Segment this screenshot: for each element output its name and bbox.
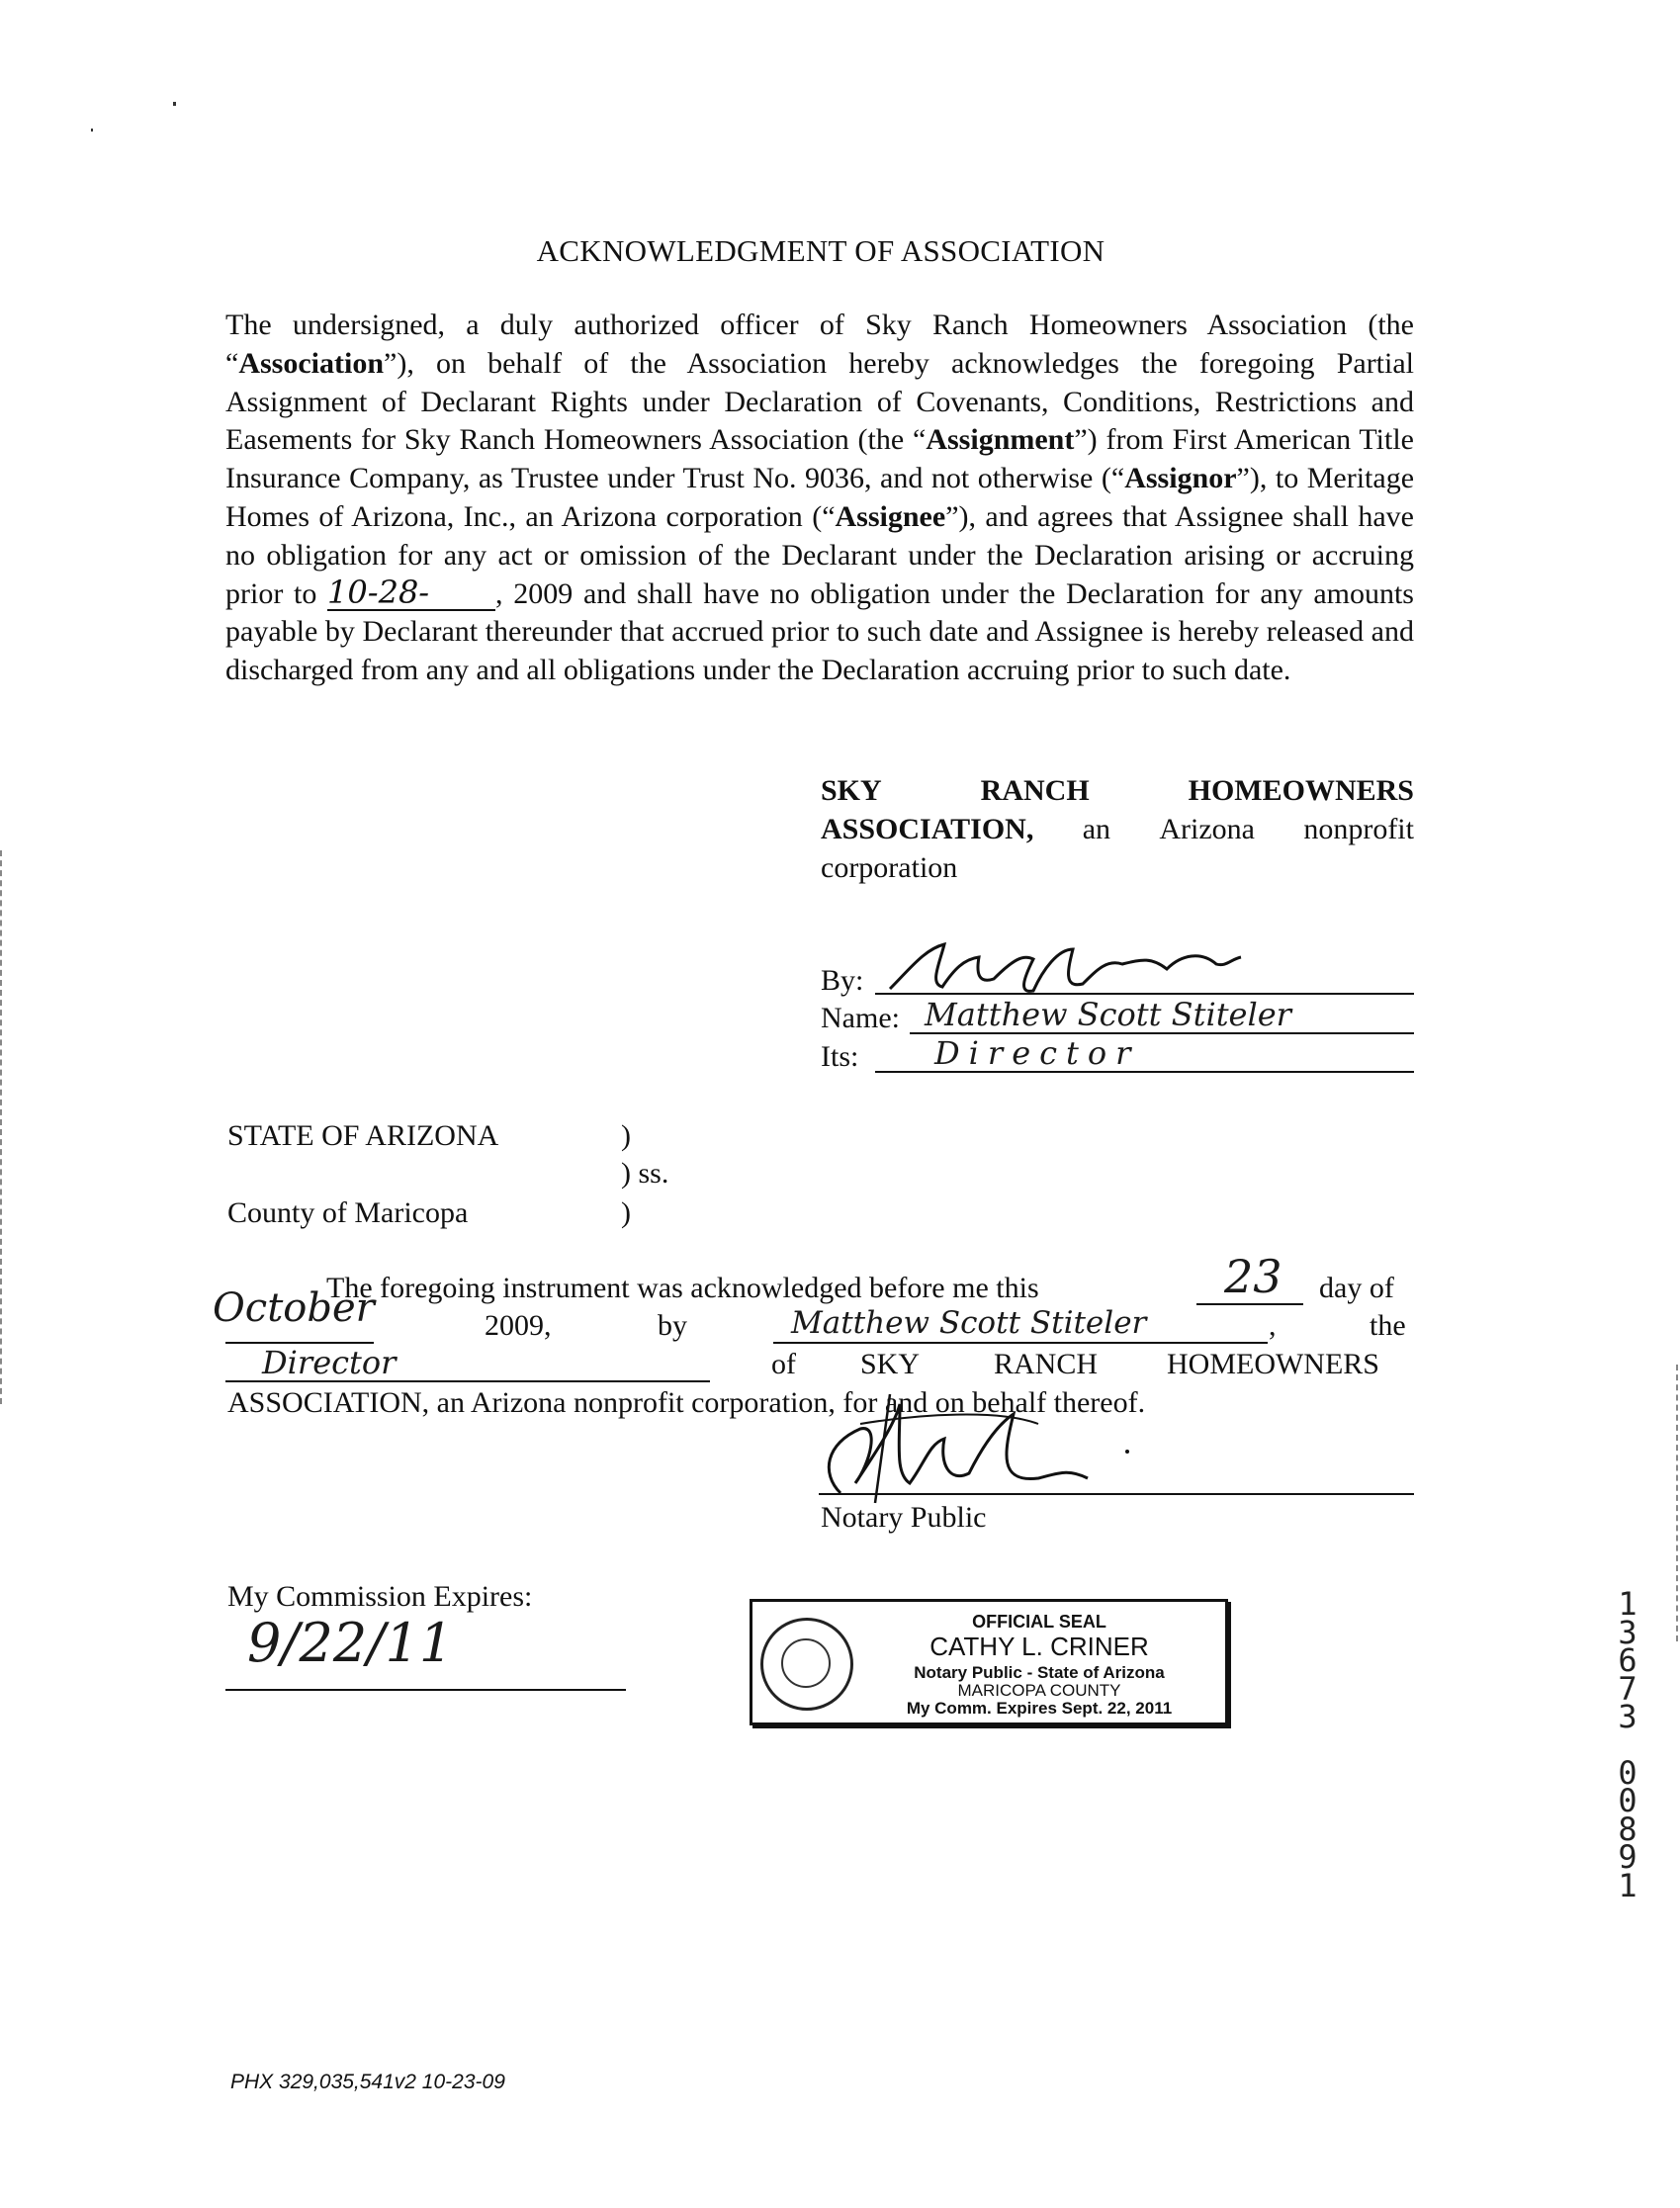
officer-name-handwritten: Matthew Scott Stiteler — [925, 996, 1291, 1033]
defined-term-assignor: Assignor — [1124, 462, 1237, 495]
association-word: ASSOCIATION, — [821, 813, 1034, 845]
defined-term-association: Association — [238, 346, 385, 380]
association-word: nonprofit — [1303, 813, 1414, 845]
body-text: ”) from First American Title Insurance Company, as Trustee under Trust No. 9036, and not otherwise (“ — [225, 423, 1414, 495]
body-text: The undersigned, a duly authorized officer of Sky Ranch Homeowners Association (the “ — [225, 309, 1414, 380]
its-label: Its: — [821, 1040, 859, 1073]
day-line — [1196, 1303, 1303, 1305]
body-text: , 2009 and shall have no obligation under the Declaration for any amounts payable by Declarant thereunder that accrued prior to such date and Assignee is hereby released and discharged from any and all obligations under the Declaration accruing prior to such date. — [225, 576, 1414, 687]
recording-digit: 0 — [1618, 1753, 1637, 1792]
association-word: HOMEOWNERS — [1188, 774, 1414, 807]
association-word: Arizona — [1159, 813, 1255, 845]
ack-text: , — [1269, 1309, 1277, 1342]
recording-digit: 8 — [1618, 1810, 1637, 1848]
notary-public-label: Notary Public — [821, 1501, 987, 1534]
ack-text: HOMEOWNERS — [1167, 1348, 1379, 1380]
ack-text: the — [1370, 1309, 1406, 1342]
ack-month-handwritten: October — [213, 1285, 375, 1331]
association-word: RANCH — [980, 774, 1090, 807]
date-fill-in — [327, 573, 495, 611]
body-text: ”), and agrees that Assignee shall have no obligation for any act or omission of the Declarant under the Declaration arising or accruing prior to — [225, 499, 1414, 610]
handwritten-date: 10-28- — [327, 573, 430, 611]
ack-day-handwritten: 23 — [1224, 1250, 1282, 1303]
scan-mark — [173, 102, 176, 106]
venue-paren: ) — [621, 1196, 631, 1229]
ack-text: The foregoing instrument was acknowledged before me this — [326, 1272, 1039, 1304]
page-edge-mark — [1676, 1365, 1680, 1641]
commission-label: My Commission Expires: — [227, 1580, 533, 1613]
ack-text: by — [658, 1309, 687, 1342]
ack-text: of — [771, 1348, 796, 1380]
name-label: Name: — [821, 1002, 900, 1034]
page-title: ACKNOWLEDGMENT OF ASSOCIATION — [536, 233, 1105, 268]
seal-center — [781, 1638, 831, 1688]
seal-title: OFFICIAL SEAL — [972, 1612, 1106, 1632]
seal-notary-name: CATHY L. CRINER — [929, 1632, 1149, 1661]
by-label: By: — [821, 964, 864, 997]
seal-state: Notary Public - State of Arizona — [914, 1663, 1165, 1682]
notary-signature-line — [819, 1493, 1414, 1495]
recording-digit: 6 — [1618, 1641, 1637, 1679]
official-seal-stamp — [750, 1599, 1228, 1725]
association-word: SKY — [821, 774, 882, 807]
body-text: ”), on behalf of the Association hereby acknowledges the foregoing Partial Assignment of Declarant Rights under Declaration of Covenants, Conditions, Restrictions and Easements for Sky Ranch Homeowners Association (the “ — [225, 346, 1414, 457]
ack-year: 2009, — [485, 1309, 552, 1342]
body-text: ”), to Meritage Homes of Arizona, Inc., an Arizona corporation (“ — [225, 462, 1415, 533]
state-seal-icon — [760, 1618, 853, 1711]
ack-text: RANCH — [994, 1348, 1099, 1380]
ack-title-handwritten: Director — [262, 1344, 397, 1381]
ack-text: SKY — [860, 1348, 921, 1380]
recording-digit: 1 — [1618, 1866, 1637, 1904]
recording-digit: 1 — [1618, 1585, 1637, 1623]
recording-digit: 3 — [1618, 1613, 1637, 1651]
recording-digit: 3 — [1618, 1698, 1637, 1735]
document-code: PHX 329,035,541v2 10-23-09 — [230, 2071, 505, 2093]
ack-text: day of — [1319, 1272, 1394, 1304]
association-block — [821, 771, 1414, 887]
recording-digit: 9 — [1618, 1838, 1637, 1876]
seal-expiration: My Comm. Expires Sept. 22, 2011 — [906, 1699, 1173, 1718]
scan-mark — [91, 129, 93, 132]
recording-number — [1610, 1585, 1645, 1904]
commission-line — [225, 1689, 626, 1691]
state-label: STATE OF ARIZONA — [227, 1119, 499, 1152]
association-word: corporation — [821, 851, 958, 884]
recording-digit: 0 — [1618, 1782, 1637, 1819]
ack-text: ASSOCIATION, an Arizona nonprofit corporation, for and on behalf thereof. — [227, 1386, 1146, 1419]
recording-digit: 7 — [1618, 1669, 1637, 1708]
commission-date-handwritten: 9/22/11 — [247, 1612, 454, 1674]
defined-term-assignment: Assignment — [926, 423, 1075, 457]
venue-ss: ) ss. — [621, 1157, 669, 1190]
county-label: County of Maricopa — [227, 1196, 469, 1229]
ack-person-handwritten: Matthew Scott Stiteler — [791, 1305, 1147, 1341]
page-edge-mark — [0, 850, 4, 1404]
body-paragraph — [225, 307, 1414, 690]
venue-paren: ) — [621, 1119, 631, 1152]
officer-title-handwritten: Director — [934, 1034, 1140, 1072]
defined-term-assignee: Assignee — [835, 499, 946, 533]
person-line — [773, 1342, 1268, 1344]
seal-county: MARICOPA COUNTY — [957, 1681, 1121, 1700]
association-word: an — [1082, 813, 1111, 845]
